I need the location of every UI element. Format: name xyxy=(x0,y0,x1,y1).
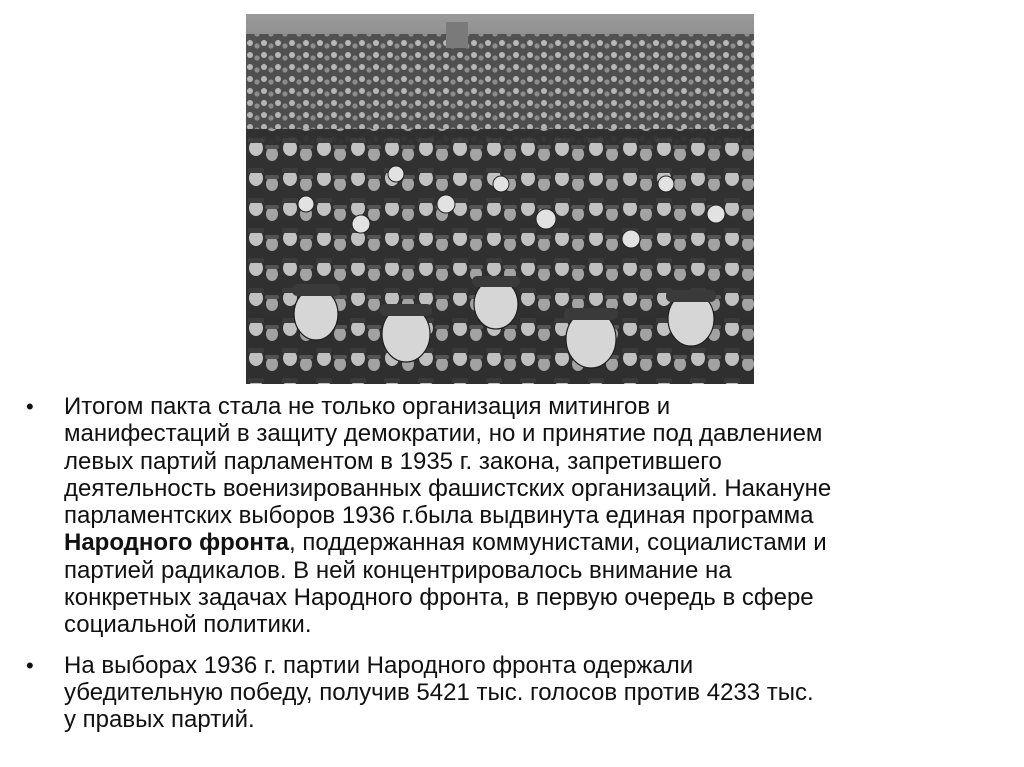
popular-front-term: Народного фронта xyxy=(64,529,289,557)
text-line: партией радикалов. В ней концентрировалось внимание на xyxy=(64,556,732,584)
text-line-rest: , поддержанная коммунистами, социалистами и xyxy=(289,529,827,557)
crowd-photo xyxy=(246,14,754,384)
bullet-item-2 xyxy=(22,652,1002,734)
text-line xyxy=(64,529,1002,556)
text-line: манифестаций в защиту демократии, но и принятие под давлением xyxy=(64,420,823,448)
text-line: убедительную победу, получив 5421 тыс. голосов против 4233 тыс. xyxy=(64,678,814,706)
text-line: социальной политики. xyxy=(64,611,312,639)
text-line: левых партий парламентом в 1935 г. закона, запретившего xyxy=(64,447,722,475)
bullet-mark: • xyxy=(26,652,34,678)
text-line: парламентских выборов 1936 г.была выдвинута единая программа xyxy=(64,502,814,530)
bullet-item-1 xyxy=(22,393,1002,639)
bullet-list xyxy=(22,393,1002,747)
bullet-mark: • xyxy=(26,394,34,419)
text-line: На выборах 1936 г. партии Народного фронта одержали xyxy=(64,651,694,679)
text-line: Итогом пакта стала не только организация митингов и xyxy=(64,393,671,420)
crowd-photo-icon xyxy=(246,14,754,384)
text-line: у правых партий. xyxy=(64,706,255,734)
text-line: деятельность военизированных фашистских организаций. Накануне xyxy=(64,474,832,502)
text-line: конкретных задачах Народного фронта, в первую очередь в сфере xyxy=(64,584,814,612)
